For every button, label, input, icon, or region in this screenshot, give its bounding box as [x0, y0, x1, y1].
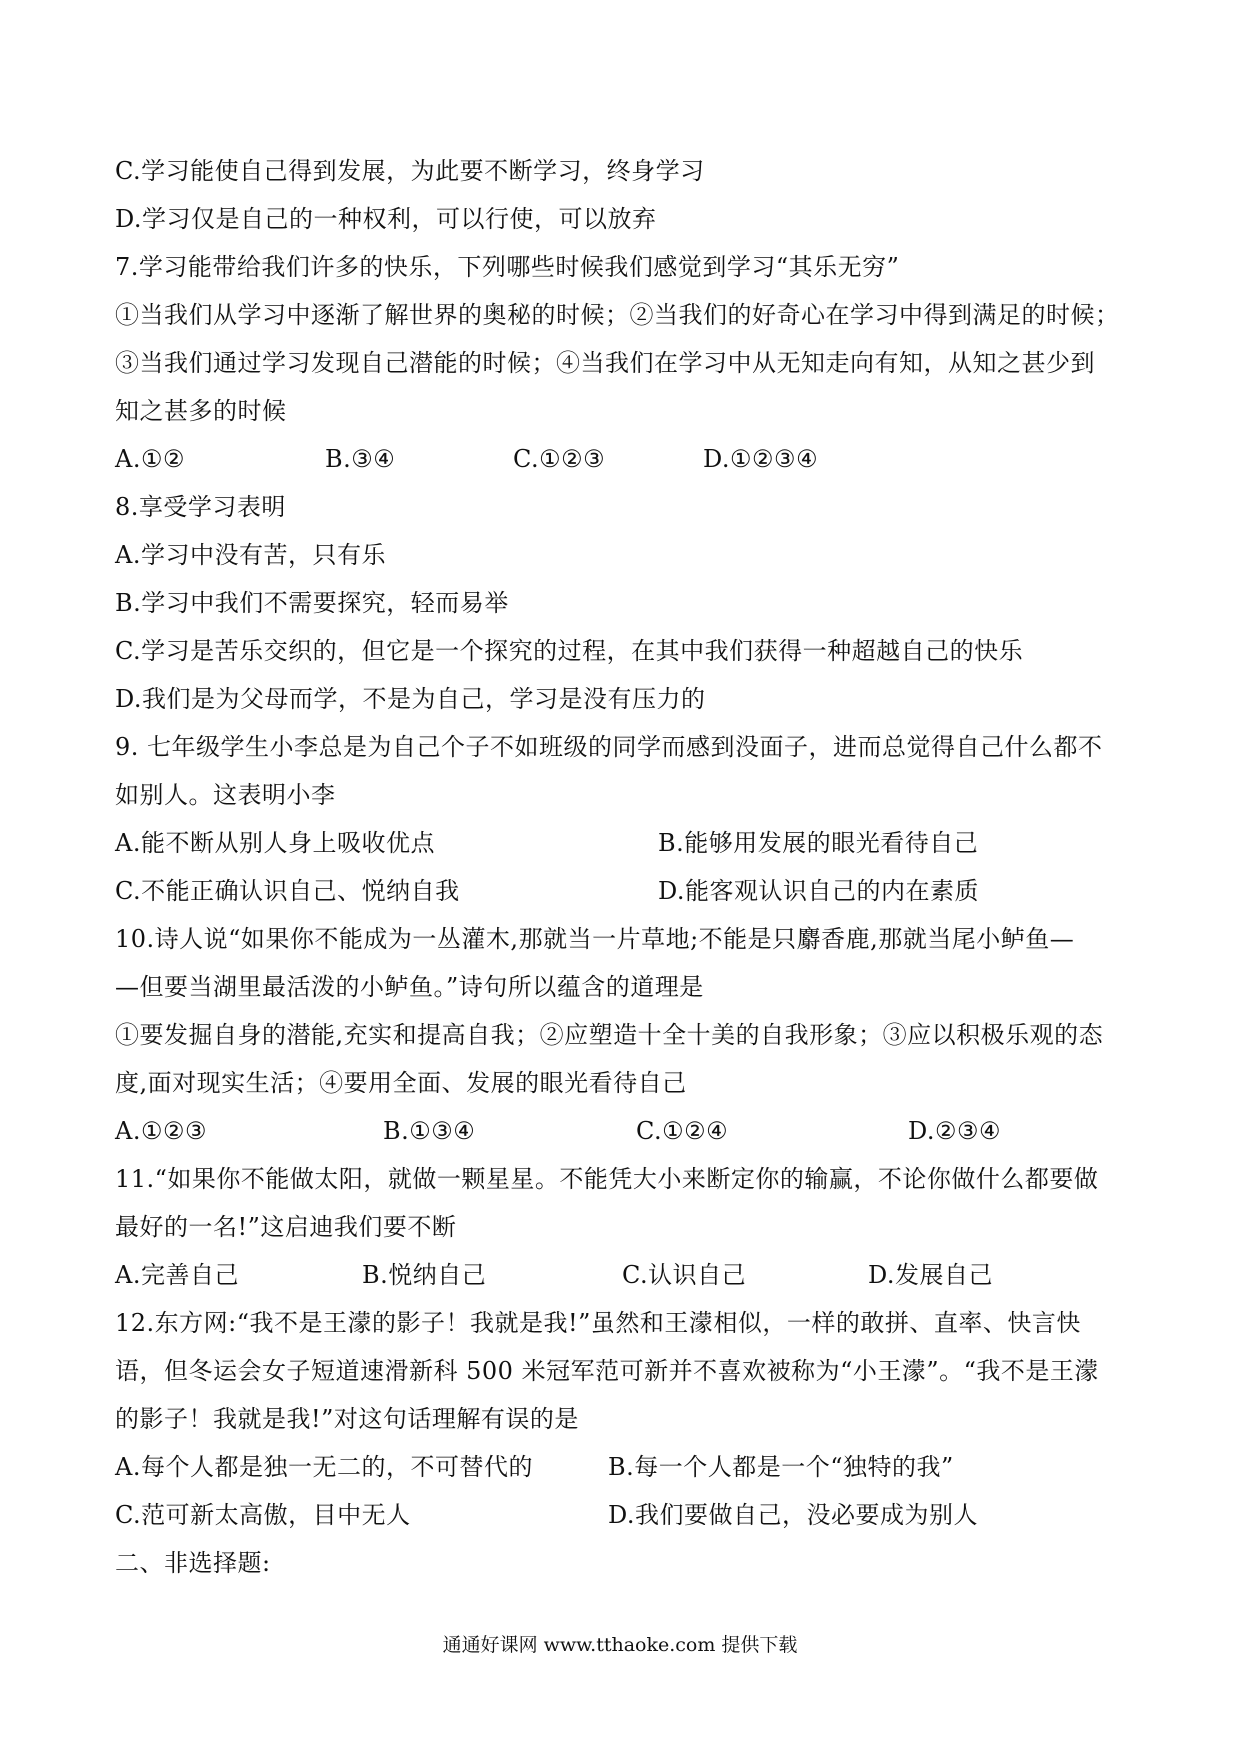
q6-option-d: D.学习仅是自己的一种权利，可以行使，可以放弃	[115, 205, 657, 233]
question-11-stem-line-1: 11.“如果你不能做太阳，就做一颗星星。不能凭大小来断定你的输赢，不论你做什么都要做	[115, 1165, 1099, 1193]
q8-option-d: D.我们是为父母而学，不是为自己，学习是没有压力的	[115, 685, 706, 713]
footer-download-note: 通通好课网 www.tthaoke.com 提供下载	[442, 1634, 798, 1656]
q9-option-a: A.能不断从别人身上吸收优点	[115, 829, 435, 857]
q12-option-b: B.每一个人都是一个“独特的我”	[608, 1453, 954, 1481]
q6-option-c: C.学习能使自己得到发展，为此要不断学习，终身学习	[115, 157, 705, 185]
q11-option-c: C.认识自己	[622, 1261, 747, 1289]
question-11-stem-line-2: 最好的一名!”这启迪我们要不断	[115, 1213, 457, 1241]
q9-option-d: D.能客观认识自己的内在素质	[658, 877, 980, 905]
q11-option-b: B.悦纳自己	[362, 1261, 487, 1289]
question-9-stem-line-2: 如别人。这表明小李	[115, 781, 336, 809]
q10-statement-line-1: ①要发掘自身的潜能,充实和提高自我；②应塑造十全十美的自我形象；③应以积极乐观的态	[115, 1021, 1104, 1049]
q10-option-c: C.①②④	[636, 1117, 729, 1145]
q12-option-a: A.每个人都是独一无二的，不可替代的	[115, 1453, 533, 1481]
q7-statement-line-3: 知之甚多的时候	[115, 397, 287, 425]
q7-option-c: C.①②③	[513, 445, 606, 473]
q7-statement-line-1: ①当我们从学习中逐渐了解世界的奥秘的时候；②当我们的好奇心在学习中得到满足的时候；	[115, 301, 1120, 329]
question-12-stem-line-3: 的影子！我就是我!”对这句话理解有误的是	[115, 1405, 579, 1433]
q8-option-b: B.学习中我们不需要探究，轻而易举	[115, 589, 509, 617]
q7-option-a: A.①②	[115, 445, 185, 473]
question-10-stem-line-1: 10.诗人说“如果你不能成为一丛灌木,那就当一片草地;不能是只麝香鹿,那就当尾小鲈鱼—	[115, 925, 1075, 953]
question-8-stem: 8.享受学习表明	[115, 493, 286, 521]
q10-option-a: A.①②③	[115, 1117, 208, 1145]
question-10-stem-line-2: —但要当湖里最活泼的小鲈鱼。”诗句所以蕴含的道理是	[115, 973, 704, 1001]
q12-option-d: D.我们要做自己，没必要成为别人	[608, 1501, 979, 1529]
q11-option-d: D.发展自己	[868, 1261, 994, 1289]
section-2-heading: 二、非选择题:	[115, 1549, 271, 1577]
q10-option-d: D.②③④	[908, 1117, 1002, 1145]
question-7-stem: 7.学习能带给我们许多的快乐，下列哪些时候我们感觉到学习“其乐无穷”	[115, 253, 900, 281]
question-12-stem-line-2: 语，但冬运会女子短道速滑新科 500 米冠军范可新并不喜欢被称为“小王濛”。“我不是王濛	[115, 1357, 1099, 1385]
q8-option-a: A.学习中没有苦，只有乐	[115, 541, 386, 569]
q7-option-b: B.③④	[325, 445, 396, 473]
q9-option-c: C.不能正确认识自己、悦纳自我	[115, 877, 460, 905]
question-12-stem-line-1: 12.东方网:“我不是王濛的影子！我就是我!”虽然和王濛相似，一样的敢拼、直率、快言快	[115, 1309, 1081, 1337]
q11-option-a: A.完善自己	[115, 1261, 239, 1289]
q7-statement-line-2: ③当我们通过学习发现自己潜能的时候；④当我们在学习中从无知走向有知，从知之甚少到	[115, 349, 1095, 377]
question-9-stem-line-1: 9. 七年级学生小李总是为自己个子不如班级的同学而感到没面子，进而总觉得自己什么都不	[115, 733, 1103, 761]
q10-statement-line-2: 度,面对现实生活；④要用全面、发展的眼光看待自己	[115, 1069, 687, 1097]
q10-option-b: B.①③④	[383, 1117, 476, 1145]
q8-option-c: C.学习是苦乐交织的，但它是一个探究的过程，在其中我们获得一种超越自己的快乐	[115, 637, 1024, 665]
q9-option-b: B.能够用发展的眼光看待自己	[658, 829, 979, 857]
q12-option-c: C.范可新太高傲，目中无人	[115, 1501, 411, 1529]
q7-option-d: D.①②③④	[703, 445, 819, 473]
